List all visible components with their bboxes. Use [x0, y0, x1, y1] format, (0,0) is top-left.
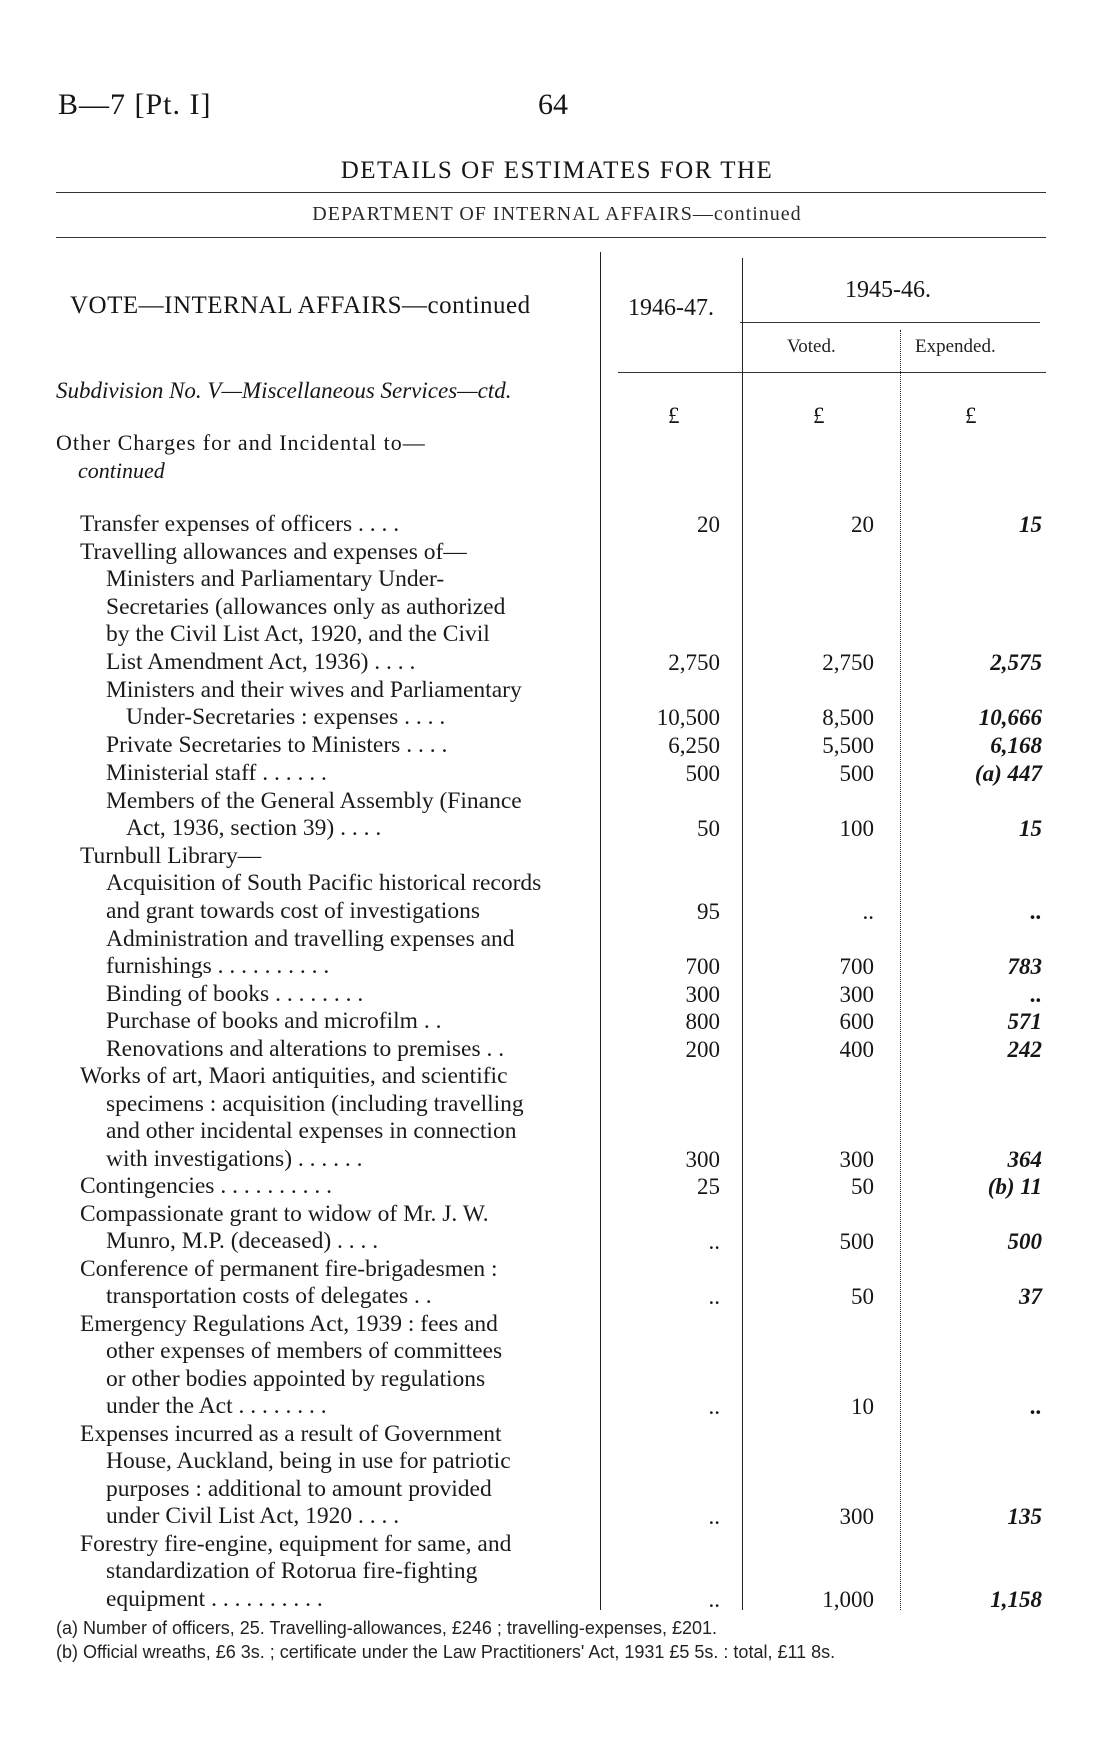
value-expended: .. [1030, 899, 1042, 924]
item-line: and grant towards cost of investigations [106, 898, 480, 924]
item-line: Members of the General Assembly (Finance [106, 788, 522, 814]
item-line: Compassionate grant to widow of Mr. J. W. [80, 1201, 489, 1227]
value-voted: 10 [851, 1394, 874, 1419]
value-expended: 37 [1019, 1284, 1042, 1309]
value-expended: .. [1030, 982, 1042, 1007]
value-1946-47: 500 [685, 761, 720, 786]
item-line: List Amendment Act, 1936) . . . . [106, 649, 416, 675]
value-voted: 50 [851, 1174, 874, 1199]
expended-header: Expended. [915, 336, 996, 357]
item-line: and other incidental expenses in connection [106, 1118, 517, 1144]
value-1946-47: 200 [685, 1037, 720, 1062]
item-line: Travelling allowances and expenses of— [80, 539, 467, 565]
year-current-header: 1946-47. [628, 295, 714, 321]
item-line: Contingencies . . . . . . . . . . [80, 1173, 332, 1199]
value-voted: 1,000 [822, 1587, 874, 1612]
value-expended: 500 [1007, 1229, 1042, 1254]
column-separator-mid [742, 258, 743, 1610]
item-line: Transfer expenses of officers . . . . [80, 511, 400, 537]
value-expended: 2,575 [990, 650, 1042, 675]
item-line: standardization of Rotorua fire-fighting [106, 1558, 478, 1584]
value-1946-47: .. [708, 1504, 720, 1529]
value-1946-47: 2,750 [668, 650, 720, 675]
value-voted: 300 [839, 1504, 874, 1529]
value-1946-47: .. [708, 1229, 720, 1254]
item-line: Ministers and Parliamentary Under- [106, 566, 445, 592]
item-line: Purchase of books and microfilm . . [106, 1008, 442, 1034]
value-1946-47: 700 [685, 954, 720, 979]
value-1946-47: 25 [697, 1174, 720, 1199]
title-rule [56, 192, 1046, 193]
voted-header: Voted. [787, 336, 836, 357]
value-1946-47: .. [708, 1284, 720, 1309]
item-line: with investigations) . . . . . . [106, 1146, 363, 1172]
item-line: other expenses of members of committees [106, 1338, 503, 1364]
item-line: Renovations and alterations to premises . . [106, 1036, 505, 1062]
value-expended: 135 [1007, 1504, 1042, 1529]
currency-symbol: £ [813, 403, 825, 428]
value-1946-47: 800 [685, 1009, 720, 1034]
value-1946-47: .. [708, 1394, 720, 1419]
item-line: or other bodies appointed by regulations [106, 1366, 486, 1392]
value-expended: (a) 447 [974, 761, 1042, 786]
document-code: B—7 [Pt. I] [58, 88, 212, 121]
item-line: under the Act . . . . . . . . [106, 1393, 327, 1419]
value-voted: 20 [851, 512, 874, 537]
item-line: Act, 1936, section 39) . . . . [126, 815, 382, 841]
section-heading-continued: continued [78, 458, 165, 483]
subdivision-heading: Subdivision No. V—Miscellaneous Services—ctd. [56, 378, 512, 403]
column-separator-left [600, 252, 601, 1610]
section-heading: Other Charges for and Incidental to— [56, 430, 426, 455]
item-line: transportation costs of delegates . . [106, 1283, 432, 1309]
item-line: Under-Secretaries : expenses . . . . [126, 704, 446, 730]
value-expended: .. [1030, 1394, 1042, 1419]
value-expended: 6,168 [990, 733, 1042, 758]
item-line: equipment . . . . . . . . . . [106, 1586, 323, 1612]
item-line: Secretaries (allowances only as authorized [106, 594, 506, 620]
item-line: Conference of permanent fire-brigadesmen : [80, 1256, 498, 1282]
value-voted: 300 [839, 1147, 874, 1172]
value-voted: 8,500 [822, 705, 874, 730]
item-line: Emergency Regulations Act, 1939 : fees and [80, 1311, 498, 1337]
currency-symbol: £ [965, 403, 977, 428]
footnote-b: (b) Official wreaths, £6 3s. ; certificate under the Law Practitioners' Act, 1931 £5 5s. : total, £11 8s. [56, 1642, 836, 1662]
value-1946-47: 10,500 [656, 705, 720, 730]
item-line: Forestry fire-engine, equipment for same, and [80, 1531, 512, 1557]
page-number: 64 [538, 88, 568, 121]
page-title: DETAILS OF ESTIMATES FOR THE [340, 157, 774, 184]
year-previous-header: 1945-46. [845, 277, 931, 303]
item-line: Private Secretaries to Ministers . . . . [106, 732, 448, 758]
header-bottom-rule [618, 372, 1046, 373]
value-expended: 1,158 [990, 1587, 1042, 1612]
value-voted: 600 [839, 1009, 874, 1034]
value-expended: 783 [1007, 954, 1042, 979]
value-expended: (b) 11 [987, 1174, 1042, 1199]
value-voted: 400 [839, 1037, 874, 1062]
year-header-rule [740, 322, 1040, 323]
item-line: by the Civil List Act, 1920, and the Civil [106, 621, 490, 647]
value-1946-47: 300 [685, 1147, 720, 1172]
subtitle-rule [56, 237, 1046, 238]
item-line: Munro, M.P. (deceased) . . . . [106, 1228, 379, 1254]
item-line: House, Auckland, being in use for patriotic [106, 1448, 511, 1474]
value-voted: .. [862, 899, 874, 924]
value-expended: 571 [1007, 1009, 1042, 1034]
item-line: Expenses incurred as a result of Government [80, 1421, 502, 1447]
item-line: Ministers and their wives and Parliamentary [106, 677, 522, 703]
value-expended: 15 [1019, 816, 1042, 841]
value-voted: 100 [839, 816, 874, 841]
vote-title: VOTE—INTERNAL AFFAIRS—continued [70, 292, 531, 319]
value-voted: 500 [839, 1229, 874, 1254]
item-line: Acquisition of South Pacific historical records [106, 870, 542, 896]
value-1946-47: 95 [697, 899, 720, 924]
item-line: Turnbull Library— [80, 843, 262, 869]
item-line: Administration and travelling expenses and [106, 926, 515, 952]
value-voted: 50 [851, 1284, 874, 1309]
item-line: specimens : acquisition (including travelling [106, 1091, 524, 1117]
value-expended: 10,666 [978, 705, 1042, 730]
item-line: purposes : additional to amount provided [106, 1476, 492, 1502]
value-voted: 500 [839, 761, 874, 786]
page-subtitle: DEPARTMENT OF INTERNAL AFFAIRS—continued [312, 203, 802, 225]
value-expended: 242 [1007, 1037, 1042, 1062]
value-1946-47: 6,250 [668, 733, 720, 758]
column-separator-right [900, 330, 901, 1610]
value-expended: 364 [1007, 1147, 1042, 1172]
value-1946-47: 50 [697, 816, 720, 841]
value-voted: 2,750 [822, 650, 874, 675]
value-expended: 15 [1019, 512, 1042, 537]
item-line: Ministerial staff . . . . . . [106, 760, 327, 786]
value-voted: 300 [839, 982, 874, 1007]
item-line: Works of art, Maori antiquities, and scientific [80, 1063, 508, 1089]
value-1946-47: .. [708, 1587, 720, 1612]
value-voted: 5,500 [822, 733, 874, 758]
value-1946-47: 20 [697, 512, 720, 537]
value-voted: 700 [839, 954, 874, 979]
item-line: under Civil List Act, 1920 . . . . [106, 1503, 400, 1529]
item-line: furnishings . . . . . . . . . . [106, 953, 330, 979]
value-1946-47: 300 [685, 982, 720, 1007]
item-line: Binding of books . . . . . . . . [106, 981, 364, 1007]
footnote-a: (a) Number of officers, 25. Travelling-allowances, £246 ; travelling-expenses, £201. [56, 1618, 718, 1638]
currency-symbol: £ [668, 403, 680, 428]
